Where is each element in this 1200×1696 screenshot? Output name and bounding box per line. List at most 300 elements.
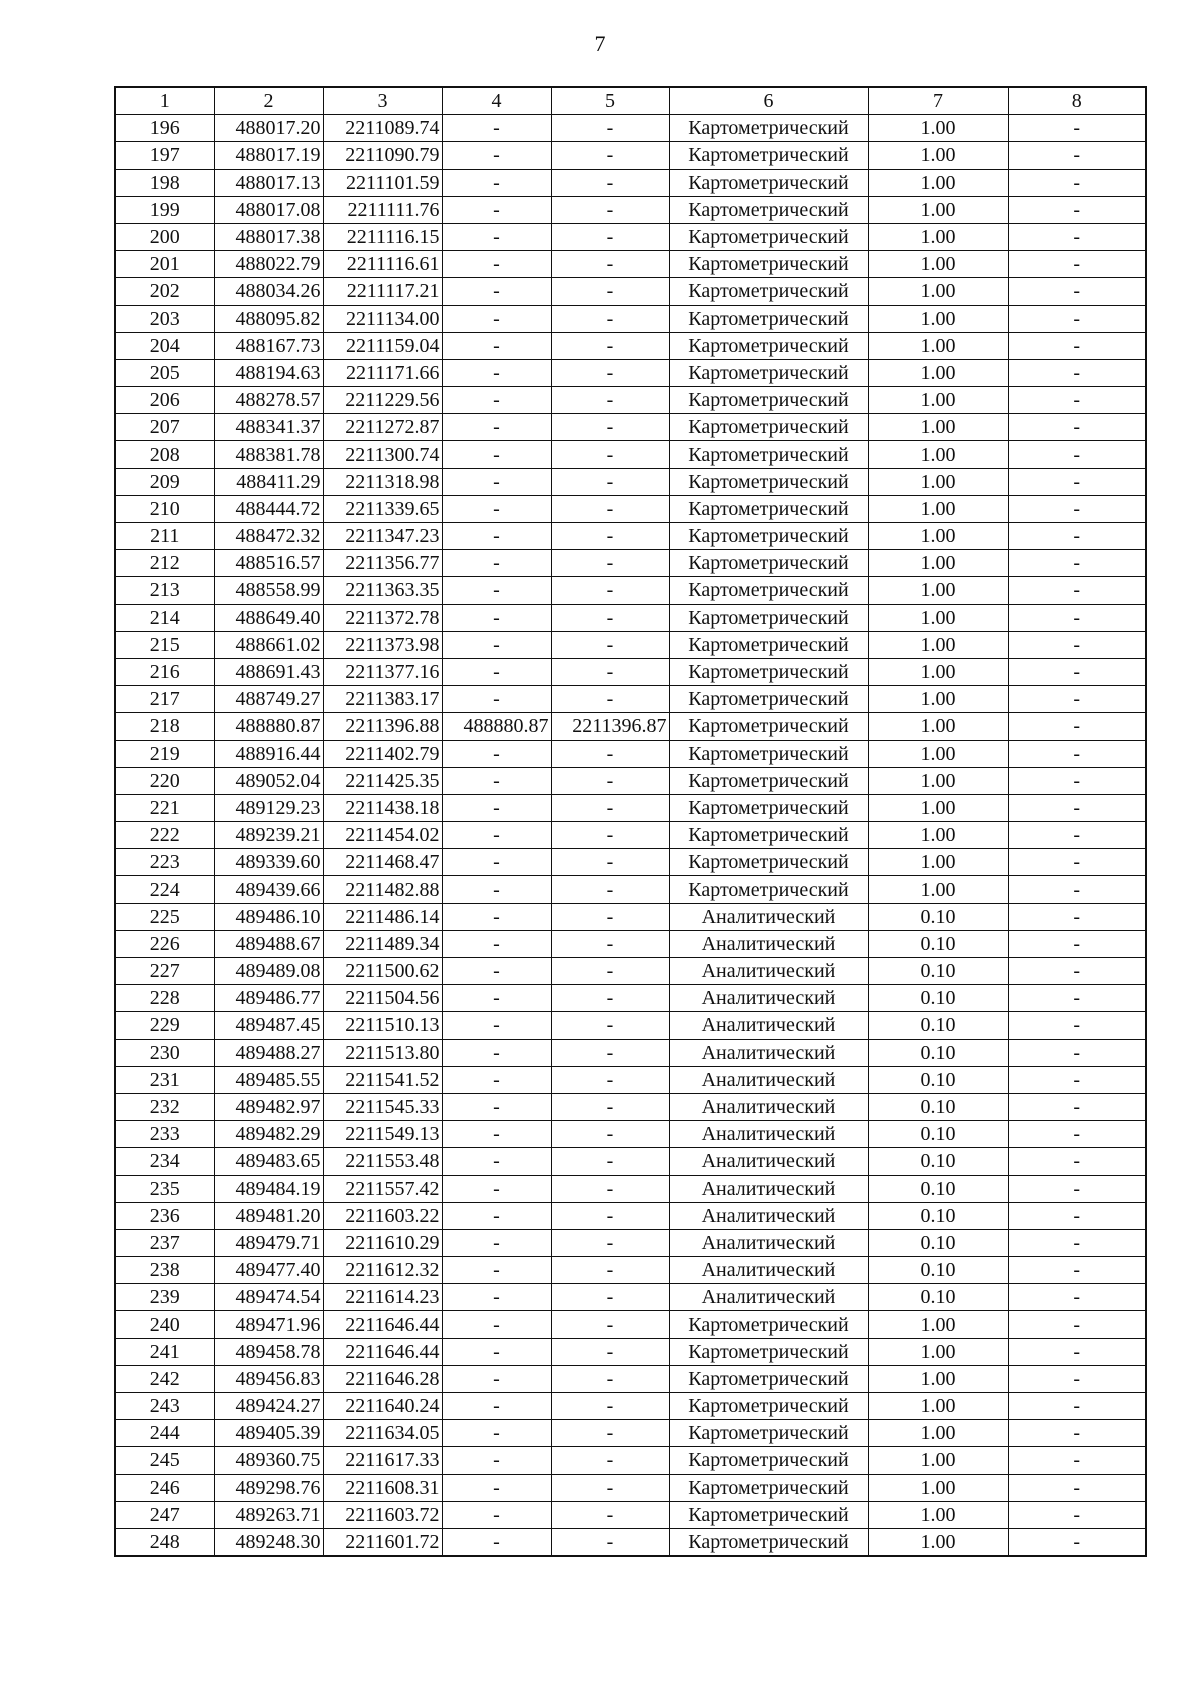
note-cell: -: [1008, 1121, 1146, 1148]
table-row: [115, 1284, 1146, 1311]
method-cell: Аналитический: [669, 1093, 868, 1120]
point-number-cell: 239: [115, 1284, 214, 1311]
note-cell: -: [1008, 1365, 1146, 1392]
note-cell: -: [1008, 1229, 1146, 1256]
accuracy-cell: 1.00: [868, 196, 1008, 223]
y-coordinate-new-cell: -: [551, 1175, 669, 1202]
point-number-cell: 201: [115, 251, 214, 278]
x-coordinate-cell: 488017.20: [214, 115, 323, 142]
point-number-cell: 209: [115, 468, 214, 495]
table-row: [115, 1311, 1146, 1338]
x-coordinate-new-cell: -: [442, 604, 551, 631]
accuracy-cell: 1.00: [868, 414, 1008, 441]
note-cell: -: [1008, 740, 1146, 767]
y-coordinate-new-cell: -: [551, 332, 669, 359]
point-number-cell: 207: [115, 414, 214, 441]
x-coordinate-new-cell: -: [442, 251, 551, 278]
y-coordinate-cell: 2211646.44: [323, 1311, 442, 1338]
x-coordinate-new-cell: -: [442, 1393, 551, 1420]
point-number-cell: 236: [115, 1202, 214, 1229]
y-coordinate-cell: 2211646.44: [323, 1338, 442, 1365]
y-coordinate-new-cell: -: [551, 1474, 669, 1501]
table-row: [115, 903, 1146, 930]
table-row: [115, 1148, 1146, 1175]
table-row: [115, 1338, 1146, 1365]
x-coordinate-new-cell: -: [442, 169, 551, 196]
x-coordinate-new-cell: -: [442, 115, 551, 142]
point-number-cell: 227: [115, 958, 214, 985]
table-row: [115, 1229, 1146, 1256]
y-coordinate-cell: 2211614.23: [323, 1284, 442, 1311]
note-cell: -: [1008, 142, 1146, 169]
accuracy-cell: 1.00: [868, 359, 1008, 386]
y-coordinate-new-cell: -: [551, 1501, 669, 1528]
y-coordinate-new-cell: -: [551, 1528, 669, 1556]
table-row: [115, 523, 1146, 550]
method-cell: Аналитический: [669, 1012, 868, 1039]
x-coordinate-cell: 489248.30: [214, 1528, 323, 1556]
note-cell: -: [1008, 1175, 1146, 1202]
accuracy-cell: 0.10: [868, 985, 1008, 1012]
y-coordinate-cell: 2211557.42: [323, 1175, 442, 1202]
point-number-cell: 221: [115, 794, 214, 821]
table-row: [115, 550, 1146, 577]
point-number-cell: 211: [115, 523, 214, 550]
method-cell: Аналитический: [669, 1202, 868, 1229]
x-coordinate-cell: 489487.45: [214, 1012, 323, 1039]
accuracy-cell: 0.10: [868, 1012, 1008, 1039]
y-coordinate-new-cell: -: [551, 1121, 669, 1148]
method-cell: Картометрический: [669, 387, 868, 414]
y-coordinate-new-cell: -: [551, 740, 669, 767]
y-coordinate-new-cell: -: [551, 1229, 669, 1256]
note-cell: -: [1008, 903, 1146, 930]
x-coordinate-cell: 488095.82: [214, 305, 323, 332]
x-coordinate-cell: 489129.23: [214, 794, 323, 821]
y-coordinate-new-cell: -: [551, 686, 669, 713]
x-coordinate-new-cell: -: [442, 1229, 551, 1256]
accuracy-cell: 0.10: [868, 1066, 1008, 1093]
point-number-cell: 229: [115, 1012, 214, 1039]
method-cell: Картометрический: [669, 849, 868, 876]
note-cell: -: [1008, 1148, 1146, 1175]
point-number-cell: 222: [115, 822, 214, 849]
y-coordinate-cell: 2211454.02: [323, 822, 442, 849]
note-cell: -: [1008, 1393, 1146, 1420]
y-coordinate-cell: 2211603.72: [323, 1501, 442, 1528]
method-cell: Аналитический: [669, 903, 868, 930]
method-cell: Картометрический: [669, 468, 868, 495]
table-row: [115, 1447, 1146, 1474]
point-number-cell: 202: [115, 278, 214, 305]
method-cell: Картометрический: [669, 278, 868, 305]
y-coordinate-cell: 2211396.88: [323, 713, 442, 740]
method-cell: Картометрический: [669, 1474, 868, 1501]
x-coordinate-new-cell: -: [442, 876, 551, 903]
note-cell: -: [1008, 658, 1146, 685]
note-cell: -: [1008, 1039, 1146, 1066]
point-number-cell: 243: [115, 1393, 214, 1420]
y-coordinate-new-cell: -: [551, 1093, 669, 1120]
table-row: [115, 1093, 1146, 1120]
x-coordinate-new-cell: -: [442, 1338, 551, 1365]
x-coordinate-cell: 488444.72: [214, 495, 323, 522]
x-coordinate-cell: 489477.40: [214, 1257, 323, 1284]
point-number-cell: 247: [115, 1501, 214, 1528]
y-coordinate-new-cell: -: [551, 849, 669, 876]
note-cell: -: [1008, 1202, 1146, 1229]
point-number-cell: 206: [115, 387, 214, 414]
point-number-cell: 203: [115, 305, 214, 332]
accuracy-cell: 1.00: [868, 278, 1008, 305]
accuracy-cell: 1.00: [868, 767, 1008, 794]
note-cell: -: [1008, 985, 1146, 1012]
y-coordinate-cell: 2211603.22: [323, 1202, 442, 1229]
point-number-cell: 235: [115, 1175, 214, 1202]
column-header-4: 4: [442, 87, 551, 115]
x-coordinate-cell: 489471.96: [214, 1311, 323, 1338]
y-coordinate-new-cell: -: [551, 1311, 669, 1338]
y-coordinate-new-cell: -: [551, 359, 669, 386]
note-cell: -: [1008, 468, 1146, 495]
y-coordinate-cell: 2211116.15: [323, 223, 442, 250]
method-cell: Картометрический: [669, 1311, 868, 1338]
table-header: [115, 87, 1146, 115]
point-number-cell: 226: [115, 930, 214, 957]
x-coordinate-cell: 488381.78: [214, 441, 323, 468]
table-row: [115, 441, 1146, 468]
accuracy-cell: 1.00: [868, 1365, 1008, 1392]
method-cell: Картометрический: [669, 223, 868, 250]
x-coordinate-new-cell: -: [442, 686, 551, 713]
table-row: [115, 387, 1146, 414]
point-number-cell: 240: [115, 1311, 214, 1338]
x-coordinate-new-cell: -: [442, 822, 551, 849]
method-cell: Аналитический: [669, 958, 868, 985]
y-coordinate-cell: 2211377.16: [323, 658, 442, 685]
point-number-cell: 217: [115, 686, 214, 713]
x-coordinate-new-cell: -: [442, 1012, 551, 1039]
point-number-cell: 242: [115, 1365, 214, 1392]
method-cell: Аналитический: [669, 1148, 868, 1175]
method-cell: Картометрический: [669, 115, 868, 142]
method-cell: Аналитический: [669, 930, 868, 957]
x-coordinate-cell: 489458.78: [214, 1338, 323, 1365]
point-number-cell: 214: [115, 604, 214, 631]
accuracy-cell: 0.10: [868, 1229, 1008, 1256]
y-coordinate-new-cell: -: [551, 142, 669, 169]
table-row: [115, 849, 1146, 876]
x-coordinate-cell: 489488.27: [214, 1039, 323, 1066]
y-coordinate-new-cell: -: [551, 495, 669, 522]
column-header-5: 5: [551, 87, 669, 115]
note-cell: -: [1008, 387, 1146, 414]
y-coordinate-cell: 2211513.80: [323, 1039, 442, 1066]
y-coordinate-cell: 2211356.77: [323, 550, 442, 577]
method-cell: Картометрический: [669, 495, 868, 522]
accuracy-cell: 0.10: [868, 1284, 1008, 1311]
y-coordinate-cell: 2211272.87: [323, 414, 442, 441]
x-coordinate-cell: 488034.26: [214, 278, 323, 305]
y-coordinate-new-cell: -: [551, 1338, 669, 1365]
y-coordinate-new-cell: -: [551, 305, 669, 332]
y-coordinate-new-cell: 2211396.87: [551, 713, 669, 740]
x-coordinate-cell: 488022.79: [214, 251, 323, 278]
y-coordinate-new-cell: -: [551, 985, 669, 1012]
y-coordinate-cell: 2211117.21: [323, 278, 442, 305]
y-coordinate-cell: 2211425.35: [323, 767, 442, 794]
accuracy-cell: 1.00: [868, 740, 1008, 767]
method-cell: Картометрический: [669, 631, 868, 658]
note-cell: -: [1008, 577, 1146, 604]
x-coordinate-new-cell: -: [442, 958, 551, 985]
x-coordinate-new-cell: -: [442, 387, 551, 414]
x-coordinate-new-cell: -: [442, 1066, 551, 1093]
method-cell: Картометрический: [669, 251, 868, 278]
point-number-cell: 220: [115, 767, 214, 794]
note-cell: -: [1008, 495, 1146, 522]
x-coordinate-cell: 489424.27: [214, 1393, 323, 1420]
x-coordinate-new-cell: -: [442, 223, 551, 250]
table-row: [115, 251, 1146, 278]
point-number-cell: 210: [115, 495, 214, 522]
y-coordinate-new-cell: -: [551, 767, 669, 794]
method-cell: Картометрический: [669, 686, 868, 713]
y-coordinate-cell: 2211541.52: [323, 1066, 442, 1093]
point-number-cell: 223: [115, 849, 214, 876]
table-row: [115, 1175, 1146, 1202]
accuracy-cell: 0.10: [868, 903, 1008, 930]
x-coordinate-new-cell: -: [442, 1528, 551, 1556]
x-coordinate-new-cell: -: [442, 1093, 551, 1120]
x-coordinate-new-cell: -: [442, 441, 551, 468]
accuracy-cell: 1.00: [868, 305, 1008, 332]
y-coordinate-new-cell: -: [551, 223, 669, 250]
accuracy-cell: 1.00: [868, 1420, 1008, 1447]
y-coordinate-cell: 2211347.23: [323, 523, 442, 550]
method-cell: Картометрический: [669, 359, 868, 386]
note-cell: -: [1008, 359, 1146, 386]
y-coordinate-cell: 2211549.13: [323, 1121, 442, 1148]
method-cell: Аналитический: [669, 1257, 868, 1284]
point-number-cell: 232: [115, 1093, 214, 1120]
y-coordinate-cell: 2211090.79: [323, 142, 442, 169]
accuracy-cell: 1.00: [868, 332, 1008, 359]
x-coordinate-new-cell: -: [442, 740, 551, 767]
table-row: [115, 767, 1146, 794]
column-header-6: 6: [669, 87, 868, 115]
table-row: [115, 1365, 1146, 1392]
note-cell: -: [1008, 305, 1146, 332]
accuracy-cell: 1.00: [868, 495, 1008, 522]
note-cell: -: [1008, 849, 1146, 876]
note-cell: -: [1008, 1257, 1146, 1284]
x-coordinate-cell: 488167.73: [214, 332, 323, 359]
table-row: [115, 359, 1146, 386]
y-coordinate-cell: 2211640.24: [323, 1393, 442, 1420]
point-number-cell: 208: [115, 441, 214, 468]
accuracy-cell: 1.00: [868, 1311, 1008, 1338]
point-number-cell: 212: [115, 550, 214, 577]
accuracy-cell: 1.00: [868, 550, 1008, 577]
note-cell: -: [1008, 332, 1146, 359]
y-coordinate-cell: 2211229.56: [323, 387, 442, 414]
accuracy-cell: 0.10: [868, 1202, 1008, 1229]
y-coordinate-new-cell: -: [551, 387, 669, 414]
x-coordinate-cell: 489488.67: [214, 930, 323, 957]
method-cell: Картометрический: [669, 577, 868, 604]
method-cell: Картометрический: [669, 550, 868, 577]
note-cell: -: [1008, 930, 1146, 957]
method-cell: Картометрический: [669, 1393, 868, 1420]
accuracy-cell: 1.00: [868, 223, 1008, 250]
y-coordinate-cell: 2211500.62: [323, 958, 442, 985]
table-row: [115, 604, 1146, 631]
accuracy-cell: 1.00: [868, 1501, 1008, 1528]
page-number: 7: [594, 31, 606, 56]
y-coordinate-cell: 2211373.98: [323, 631, 442, 658]
table-row: [115, 1202, 1146, 1229]
y-coordinate-new-cell: -: [551, 414, 669, 441]
y-coordinate-cell: 2211545.33: [323, 1093, 442, 1120]
x-coordinate-cell: 488411.29: [214, 468, 323, 495]
table-row: [115, 1012, 1146, 1039]
accuracy-cell: 1.00: [868, 441, 1008, 468]
table-row: [115, 196, 1146, 223]
note-cell: -: [1008, 604, 1146, 631]
x-coordinate-new-cell: -: [442, 142, 551, 169]
table-row: [115, 713, 1146, 740]
method-cell: Картометрический: [669, 822, 868, 849]
y-coordinate-new-cell: -: [551, 930, 669, 957]
accuracy-cell: 1.00: [868, 849, 1008, 876]
note-cell: -: [1008, 169, 1146, 196]
note-cell: -: [1008, 1447, 1146, 1474]
note-cell: -: [1008, 1066, 1146, 1093]
method-cell: Картометрический: [669, 767, 868, 794]
method-cell: Картометрический: [669, 1447, 868, 1474]
y-coordinate-new-cell: -: [551, 1420, 669, 1447]
method-cell: Картометрический: [669, 713, 868, 740]
note-cell: -: [1008, 196, 1146, 223]
y-coordinate-new-cell: -: [551, 441, 669, 468]
x-coordinate-cell: 489489.08: [214, 958, 323, 985]
point-number-cell: 215: [115, 631, 214, 658]
accuracy-cell: 1.00: [868, 169, 1008, 196]
y-coordinate-cell: 2211089.74: [323, 115, 442, 142]
method-cell: Аналитический: [669, 1039, 868, 1066]
method-cell: Картометрический: [669, 332, 868, 359]
note-cell: -: [1008, 1501, 1146, 1528]
y-coordinate-cell: 2211171.66: [323, 359, 442, 386]
method-cell: Картометрический: [669, 305, 868, 332]
method-cell: Картометрический: [669, 1365, 868, 1392]
table-row: [115, 876, 1146, 903]
y-coordinate-cell: 2211159.04: [323, 332, 442, 359]
x-coordinate-new-cell: -: [442, 550, 551, 577]
accuracy-cell: 1.00: [868, 822, 1008, 849]
x-coordinate-cell: 489486.10: [214, 903, 323, 930]
point-number-cell: 245: [115, 1447, 214, 1474]
x-coordinate-new-cell: -: [442, 577, 551, 604]
table-row: [115, 658, 1146, 685]
y-coordinate-new-cell: -: [551, 1393, 669, 1420]
accuracy-cell: 1.00: [868, 876, 1008, 903]
y-coordinate-new-cell: -: [551, 1012, 669, 1039]
y-coordinate-new-cell: -: [551, 631, 669, 658]
note-cell: -: [1008, 822, 1146, 849]
y-coordinate-cell: 2211339.65: [323, 495, 442, 522]
x-coordinate-new-cell: -: [442, 1202, 551, 1229]
y-coordinate-cell: 2211111.76: [323, 196, 442, 223]
point-number-cell: 231: [115, 1066, 214, 1093]
x-coordinate-new-cell: -: [442, 523, 551, 550]
x-coordinate-new-cell: -: [442, 631, 551, 658]
y-coordinate-cell: 2211486.14: [323, 903, 442, 930]
table-row: [115, 278, 1146, 305]
accuracy-cell: 0.10: [868, 1121, 1008, 1148]
table-row: [115, 822, 1146, 849]
accuracy-cell: 1.00: [868, 1338, 1008, 1365]
accuracy-cell: 1.00: [868, 468, 1008, 495]
x-coordinate-new-cell: -: [442, 1039, 551, 1066]
y-coordinate-new-cell: -: [551, 278, 669, 305]
method-cell: Аналитический: [669, 1175, 868, 1202]
note-cell: -: [1008, 1311, 1146, 1338]
table-row: [115, 1039, 1146, 1066]
x-coordinate-new-cell: -: [442, 985, 551, 1012]
y-coordinate-cell: 2211318.98: [323, 468, 442, 495]
method-cell: Аналитический: [669, 1284, 868, 1311]
note-cell: -: [1008, 1284, 1146, 1311]
y-coordinate-cell: 2211553.48: [323, 1148, 442, 1175]
table-row: [115, 740, 1146, 767]
y-coordinate-new-cell: -: [551, 251, 669, 278]
y-coordinate-cell: 2211383.17: [323, 686, 442, 713]
method-cell: Картометрический: [669, 604, 868, 631]
table-row: [115, 1257, 1146, 1284]
note-cell: -: [1008, 876, 1146, 903]
table-row: [115, 115, 1146, 142]
accuracy-cell: 1.00: [868, 1474, 1008, 1501]
table-row: [115, 495, 1146, 522]
y-coordinate-new-cell: -: [551, 468, 669, 495]
table-row: [115, 1474, 1146, 1501]
method-cell: Аналитический: [669, 985, 868, 1012]
accuracy-cell: 1.00: [868, 604, 1008, 631]
x-coordinate-cell: 488880.87: [214, 713, 323, 740]
y-coordinate-new-cell: -: [551, 115, 669, 142]
y-coordinate-new-cell: -: [551, 1284, 669, 1311]
point-number-cell: 213: [115, 577, 214, 604]
x-coordinate-new-cell: -: [442, 767, 551, 794]
method-cell: Аналитический: [669, 1229, 868, 1256]
x-coordinate-new-cell: -: [442, 1148, 551, 1175]
x-coordinate-new-cell: -: [442, 468, 551, 495]
accuracy-cell: 1.00: [868, 115, 1008, 142]
x-coordinate-cell: 489479.71: [214, 1229, 323, 1256]
y-coordinate-new-cell: -: [551, 658, 669, 685]
column-header-8: 8: [1008, 87, 1146, 115]
x-coordinate-cell: 488017.08: [214, 196, 323, 223]
table-row: [115, 223, 1146, 250]
point-number-cell: 234: [115, 1148, 214, 1175]
table-row: [115, 631, 1146, 658]
y-coordinate-cell: 2211634.05: [323, 1420, 442, 1447]
method-cell: Картометрический: [669, 523, 868, 550]
x-coordinate-cell: 489486.77: [214, 985, 323, 1012]
note-cell: -: [1008, 414, 1146, 441]
